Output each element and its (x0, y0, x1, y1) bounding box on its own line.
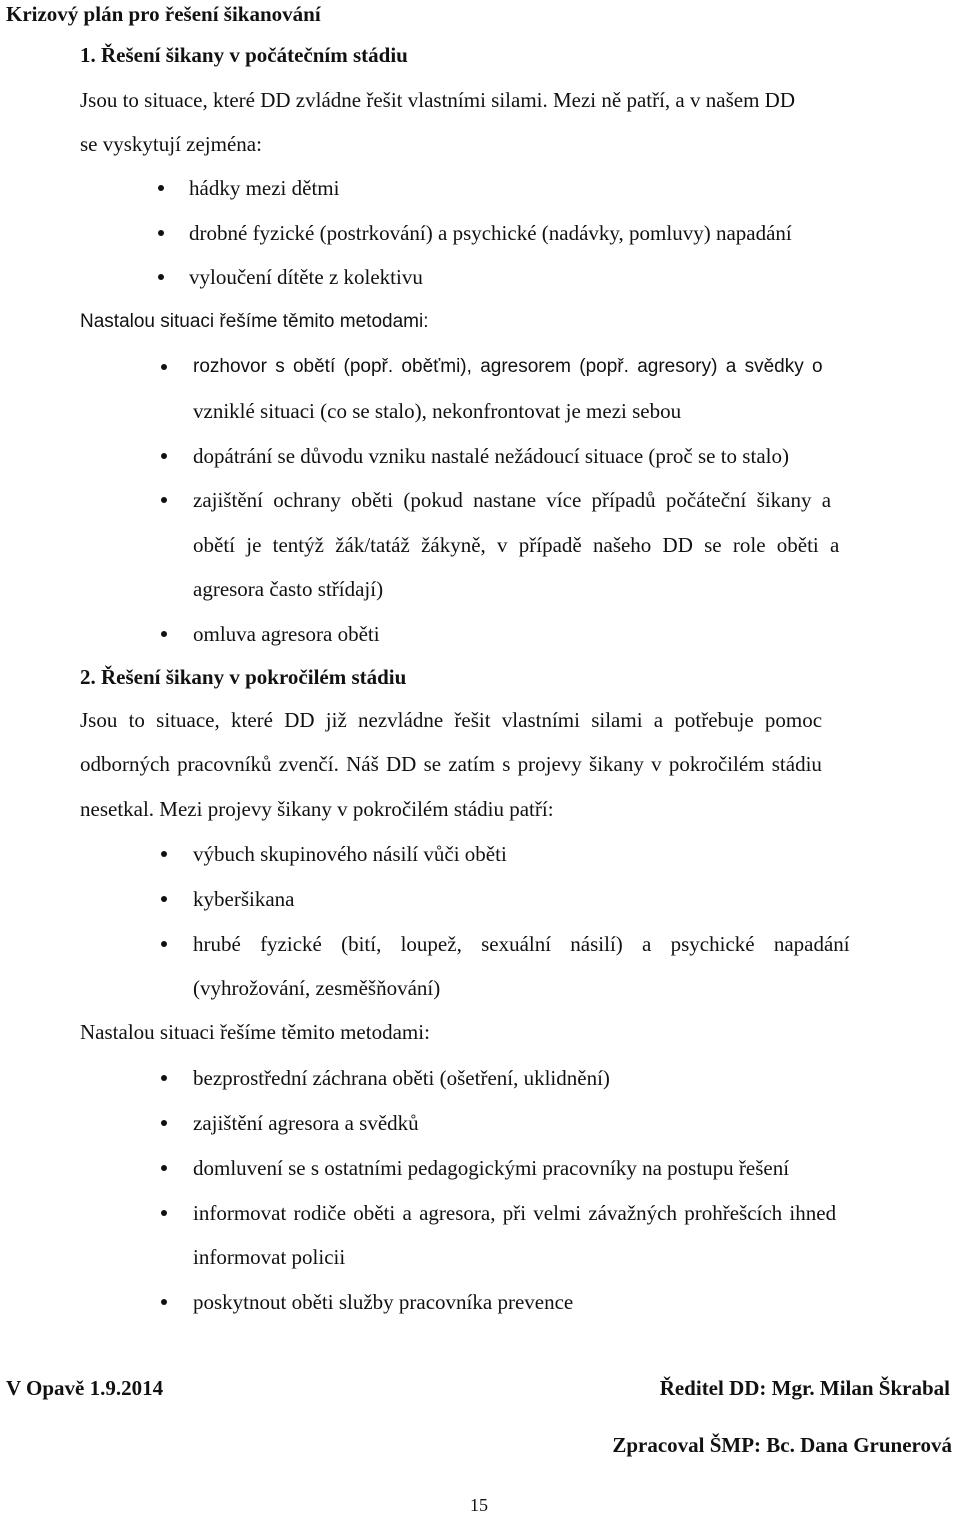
section-1-intro-line: se vyskytují zejména: (80, 132, 262, 156)
list-item: hrubé fyzické (bití, loupež, sexuální násilí) a psychické napadání (193, 932, 850, 956)
list-item: informovat rodiče oběti a agresora, při velmi závažných prohřešcích ihned (193, 1201, 837, 1225)
bullet-icon (161, 1210, 167, 1216)
list-item: kyberšikana (193, 887, 295, 911)
bullet-icon (161, 497, 167, 503)
page-number: 15 (470, 1495, 488, 1515)
bullet-icon (161, 851, 167, 857)
list-item-continuation: vzniklé situaci (co se stalo), nekonfrontovat je mezi sebou (193, 399, 682, 423)
list-item-continuation: obětí je tentýž žák/tatáž žákyně, v případě našeho DD se role oběti a (193, 533, 840, 557)
place-and-date: V Opavě 1.9.2014 (6, 1376, 164, 1400)
methods-intro: Nastalou situaci řešíme těmito metodami: (80, 1020, 430, 1044)
bullet-icon (161, 453, 167, 459)
bullet-icon (161, 1075, 167, 1081)
bullet-icon (158, 230, 164, 236)
bullet-icon (161, 364, 167, 370)
list-item: vyloučení dítěte z kolektivu (189, 265, 423, 289)
list-item: rozhovor s obětí (popř. oběťmi), agresorem (popř. agresory) a svědky o (193, 356, 823, 377)
list-item: bezprostřední záchrana oběti (ošetření, uklidnění) (193, 1066, 610, 1090)
bullet-icon (161, 1120, 167, 1126)
section-1-intro-line: Jsou to situace, které DD zvládne řešit vlastními silami. Mezi ně patří, a v našem DD (80, 88, 795, 112)
list-item: zajištění ochrany oběti (pokud nastane více případů počáteční šikany a (193, 488, 832, 512)
section-2-heading: 2. Řešení šikany v pokročilém stádiu (80, 665, 407, 689)
section-2-intro-line: nesetkal. Mezi projevy šikany v pokročilém stádiu patří: (80, 797, 554, 821)
list-item: omluva agresora oběti (193, 622, 380, 646)
section-2-intro-line: Jsou to situace, které DD již nezvládne řešit vlastními silami a potřebuje pomoc (80, 708, 823, 732)
section-1-heading: 1. Řešení šikany v počátečním stádiu (80, 43, 408, 67)
prepared-by-line: Zpracoval ŠMP: Bc. Dana Grunerová (612, 1433, 952, 1457)
document-title: Krizový plán pro řešení šikanování (6, 2, 321, 26)
bullet-icon (161, 1299, 167, 1305)
bullet-icon (158, 274, 164, 280)
list-item: zajištění agresora a svědků (193, 1111, 419, 1135)
list-item: domluvení se s ostatními pedagogickými pracovníky na postupu řešení (193, 1156, 790, 1180)
methods-intro: Nastalou situaci řešíme těmito metodami: (80, 311, 429, 332)
list-item: dopátrání se důvodu vzniku nastalé nežádoucí situace (proč se to stalo) (193, 444, 789, 468)
list-item: výbuch skupinového násilí vůči oběti (193, 842, 507, 866)
bullet-icon (161, 631, 167, 637)
list-item: hádky mezi dětmi (189, 176, 340, 200)
list-item-continuation: (vyhrožování, zesměšňování) (193, 976, 441, 1000)
section-2-intro-line: odborných pracovníků zvenčí. Náš DD se zatím s projevy šikany v pokročilém stádiu (80, 752, 822, 776)
list-item-continuation: informovat policii (193, 1245, 346, 1269)
list-item: poskytnout oběti služby pracovníka prevence (193, 1290, 574, 1314)
bullet-icon (161, 941, 167, 947)
bullet-icon (161, 1165, 167, 1171)
bullet-icon (158, 185, 164, 191)
bullet-icon (161, 896, 167, 902)
list-item: drobné fyzické (postrkování) a psychické (nadávky, pomluvy) napadání (189, 221, 792, 245)
director-signature-line: Ředitel DD: Mgr. Milan Škrabal (659, 1376, 950, 1400)
list-item-continuation: agresora často střídají) (193, 577, 384, 601)
